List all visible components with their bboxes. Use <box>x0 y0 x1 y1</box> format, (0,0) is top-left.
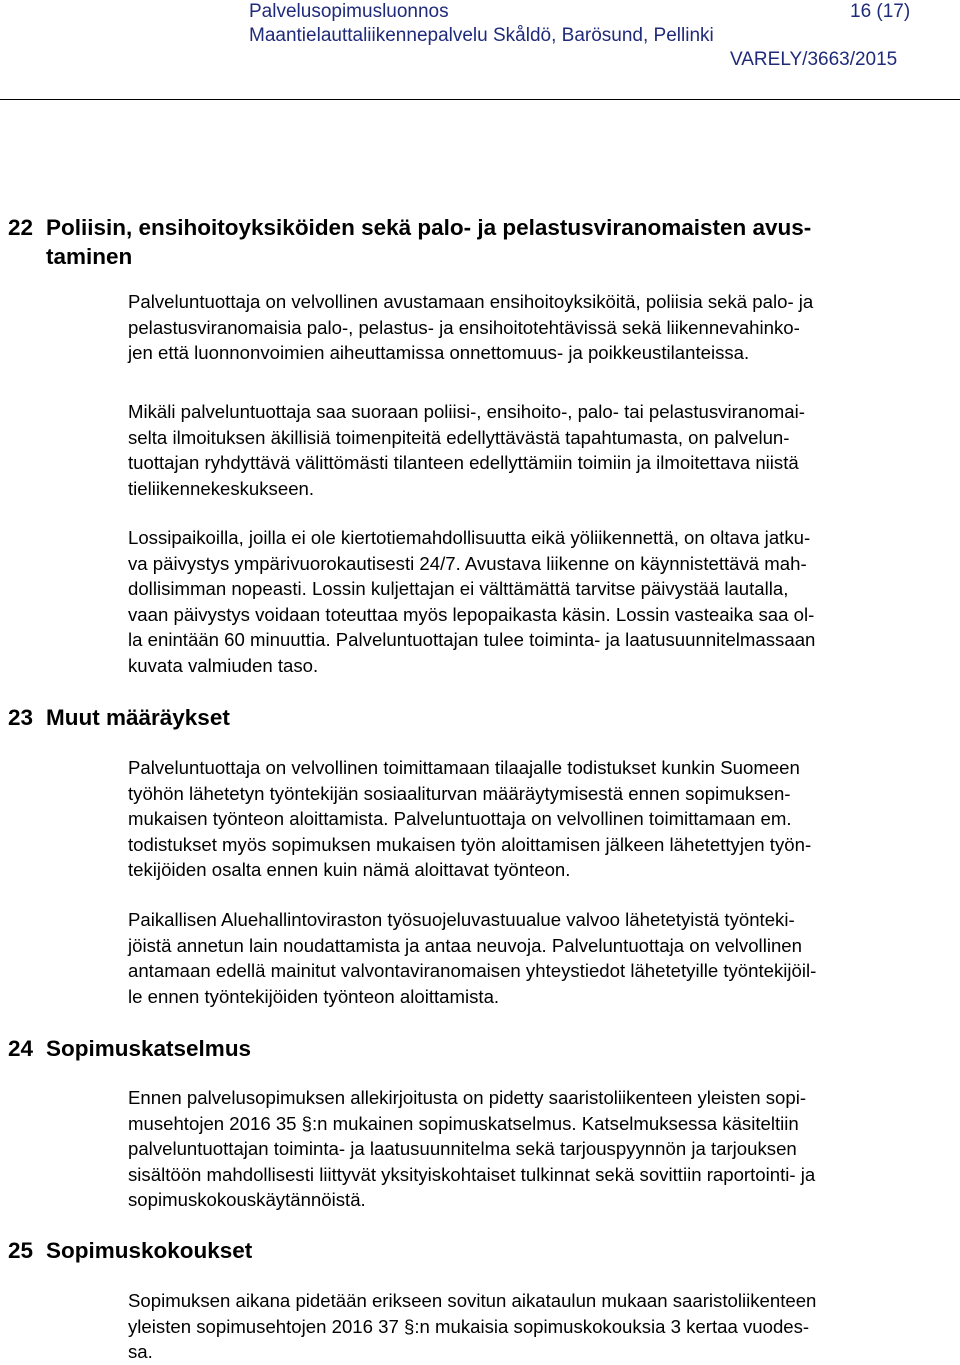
section-heading-22 <box>8 213 811 271</box>
paragraph <box>128 1288 816 1365</box>
text-line: pelastusviranomaisia palo-, pelastus- ja ensihoitotehtävissä sekä liikennevahinko- <box>128 316 800 338</box>
section-heading-24 <box>8 1034 251 1063</box>
text-line: dollisimman nopeasti. Lossin kuljettajan ei välttämättä tarvitse päivystää lautalla, <box>128 578 789 599</box>
text-line: le ennen työntekijöiden työnteon aloittamista. <box>128 985 500 1007</box>
section-title-line: Sopimuskatselmus <box>46 1036 252 1061</box>
text-line: sisältöön mahdollisesti liittyvät yksityiskohtaiset tulkinnat sekä sovittiin raportointi- ja <box>128 1163 816 1185</box>
section-number: 22 <box>8 215 34 240</box>
section-title-line: Muut määräykset <box>46 705 230 730</box>
text-line: todistukset myös sopimuksen mukaisen työn aloittamisen jälkeen lähetettyjen työn- <box>128 833 812 855</box>
section-number: 25 <box>8 1238 34 1263</box>
paragraph <box>128 289 813 366</box>
text-line: selta ilmoituksen äkillisiä toimenpiteitä edellyttävästä tapahtumasta, on palvelun- <box>128 426 790 448</box>
text-line: jöistä annetun lain noudattamista ja antaa neuvoja. Palveluntuottaja on velvollinen <box>128 934 802 956</box>
text-line: tuottajan ryhdyttävä välittömästi tilanteen edellyttämiin toimiin ja ilmoitettava niistä <box>128 452 799 473</box>
section-title-line: taminen <box>46 244 133 269</box>
text-line: Paikallisen Aluehallintoviraston työsuojeluvastuualue valvoo lähetetyistä työnteki- <box>128 909 795 930</box>
text-line: Sopimuksen aikana pidetään erikseen sovitun aikataulun mukaan saaristoliikenteen <box>128 1290 817 1311</box>
section-number: 23 <box>8 705 34 730</box>
page-header <box>0 0 960 100</box>
paragraph <box>128 399 805 501</box>
text-line: mukaisen työnteon aloittamista. Palveluntuottaja on velvollinen toimittamaan em. <box>128 808 792 829</box>
paragraph <box>128 1085 815 1213</box>
section-heading-25 <box>8 1236 252 1265</box>
text-line: tekijöiden osalta ennen kuin nämä aloittavat työnteon. <box>128 859 571 880</box>
section-title-line: Poliisin, ensihoitoyksiköiden sekä palo- ja pelastusviranomaisten avus- <box>46 215 812 240</box>
text-line: vaan päivystys voidaan toteuttaa myös lepopaikasta käsin. Lossin vasteaika saa ol- <box>128 603 815 625</box>
text-line: yleisten sopimusehtojen 2016 37 §:n mukaisia sopimuskokouksia 3 kertaa vuodes- <box>128 1315 810 1337</box>
text-line: Lossipaikoilla, joilla ei ole kiertotiemahdollisuutta eikä yöliikennettä, on oltava jatku- <box>128 527 811 548</box>
text-line: Palveluntuottaja on velvollinen toimittamaan tilaajalle todistukset kunkin Suomeen <box>128 757 800 778</box>
document-reference: VARELY/3663/2015 <box>730 49 898 70</box>
header-divider <box>0 99 960 100</box>
text-line: Ennen palvelusopimuksen allekirjoitusta on pidetty saaristoliikenteen yleisten sopi- <box>128 1087 807 1108</box>
text-line: Palveluntuottaja on velvollinen avustamaan ensihoitoyksiköitä, poliisia sekä palo- ja <box>128 291 814 312</box>
text-line: jen että luonnonvoimien aiheuttamissa onnettomuus- ja poikkeustilanteissa. <box>128 342 750 363</box>
text-line: tieliikennekeskukseen. <box>128 477 315 499</box>
section-heading-23 <box>8 703 230 732</box>
section-title-line: Sopimuskokoukset <box>46 1238 253 1263</box>
text-line: va päivystys ympärivuorokautisesti 24/7. Avustava liikenne on käynnistettävä mah- <box>128 552 807 574</box>
paragraph <box>128 907 816 1009</box>
text-line: la enintään 60 minuuttia. Palveluntuottajan tulee toiminta- ja laatusuunnitelmassaan <box>128 629 816 650</box>
text-line: antamaan edellä mainitut valvontaviranomaisen yhteystiedot lähetetyille työntekijöil- <box>128 960 817 981</box>
text-line: musehtojen 2016 35 §:n mukainen sopimuskatselmus. Katselmuksessa käsiteltiin <box>128 1112 799 1134</box>
paragraph <box>128 755 811 883</box>
paragraph <box>128 525 815 678</box>
text-line: sopimuskokouskäytännöistä. <box>128 1189 366 1210</box>
text-line: sa. <box>128 1341 153 1362</box>
document-title: Palvelusopimusluonnos <box>249 1 449 22</box>
page-number: 16 (17) <box>850 1 911 22</box>
text-line: Mikäli palveluntuottaja saa suoraan poliisi-, ensihoito-, palo- tai pelastusviranomai- <box>128 401 805 422</box>
section-number: 24 <box>8 1036 34 1061</box>
text-line: kuvata valmiuden taso. <box>128 654 319 676</box>
document-subtitle: Maantielauttaliikennepalvelu Skåldö, Barösund, Pellinki <box>249 25 714 46</box>
text-line: työhön lähetetyn työntekijän sosiaaliturvan määräytymisestä ennen sopimuksen- <box>128 782 791 804</box>
text-line: palveluntuottajan toiminta- ja laatusuunnitelma sekä tarjouspyynnön ja tarjouksen <box>128 1138 797 1159</box>
